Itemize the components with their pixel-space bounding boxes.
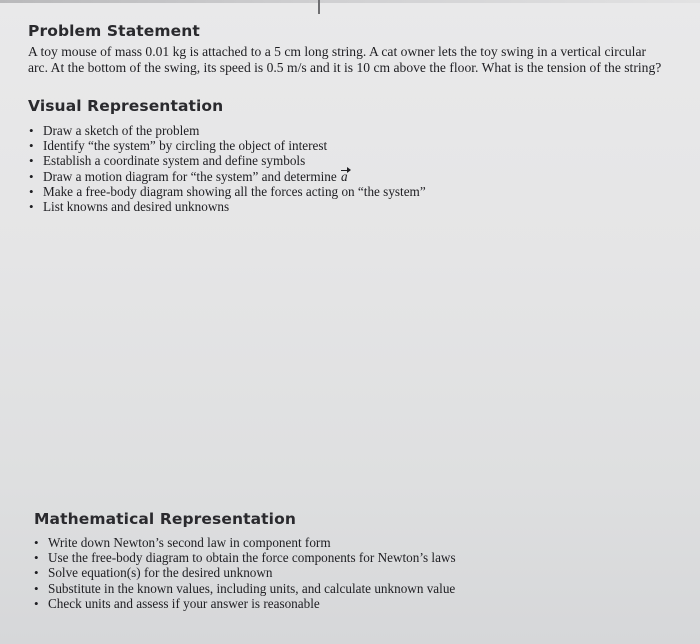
list-item: • Make a free-body diagram showing all the forces acting on “the system”: [28, 184, 426, 199]
problem-statement-heading: Problem Statement: [28, 22, 200, 40]
list-item: • Identify “the system” by circling the object of interest: [28, 138, 426, 153]
list-item-text: Draw a motion diagram for “the system” and determine: [43, 168, 337, 184]
worksheet-page: [28, 22, 688, 611]
top-edge-mark: [318, 0, 320, 14]
list-item: • Draw a sketch of the problem: [28, 123, 426, 138]
visual-representation-list: [28, 123, 426, 214]
list-item: • Use the free-body diagram to obtain the force components for Newton’s laws: [33, 550, 456, 565]
top-edge-line: [0, 0, 700, 3]
problem-line-1: A toy mouse of mass 0.01 kg is attached to a 5 cm long string. A cat owner lets the toy swing in a vertical circular: [28, 44, 647, 59]
list-item: • Write down Newton’s second law in component form: [33, 535, 456, 550]
list-item: • Substitute in the known values, including units, and calculate unknown value: [33, 581, 456, 596]
problem-line-2: arc. At the bottom of the swing, its speed is 0.5 m/s and it is 10 cm above the floor. What is the tension of the string?: [28, 60, 662, 75]
problem-statement-text: [28, 44, 688, 76]
mathematical-representation-heading: Mathematical Representation: [34, 510, 296, 528]
list-item: • List knowns and desired unknowns: [28, 199, 426, 214]
acceleration-vector-symbol: a: [340, 168, 348, 184]
list-item: • Establish a coordinate system and define symbols: [28, 153, 426, 168]
mathematical-representation-list: [33, 535, 456, 611]
list-item: • Check units and assess if your answer is reasonable: [33, 596, 456, 611]
list-item: • Solve equation(s) for the desired unknown: [33, 565, 456, 580]
list-item: [28, 169, 426, 184]
visual-representation-heading: Visual Representation: [28, 97, 224, 115]
